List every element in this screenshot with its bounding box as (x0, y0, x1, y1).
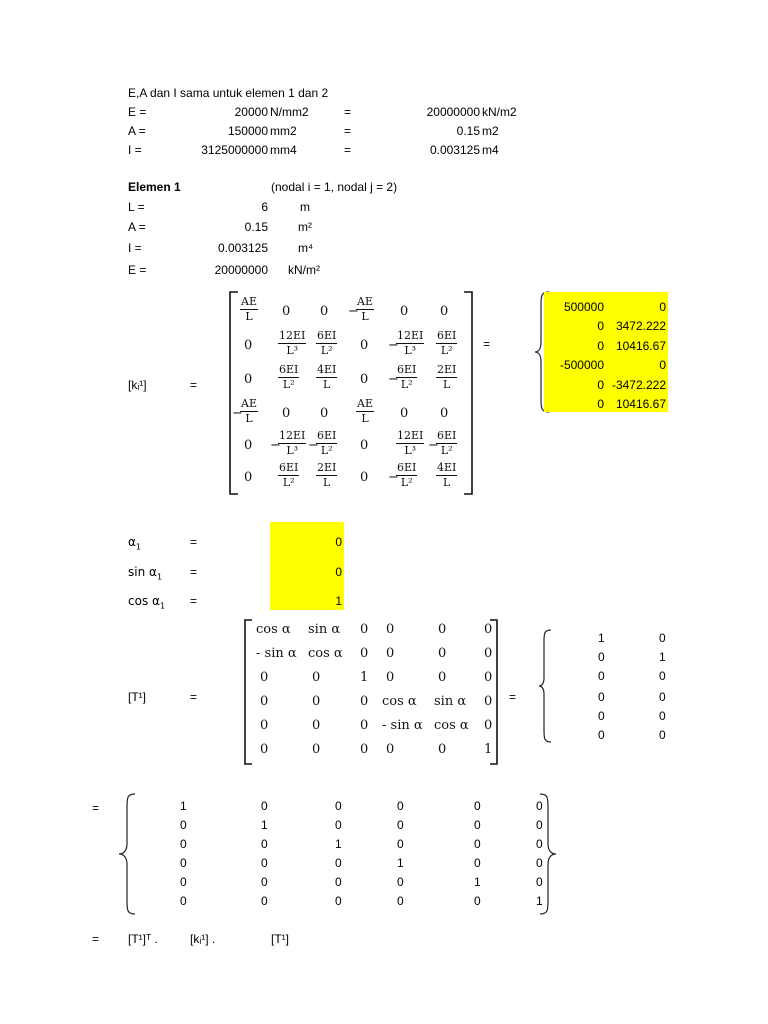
matrix-cell: 0 (484, 694, 493, 709)
identity-cell: 0 (474, 894, 481, 908)
matrix-cell: 0 (484, 718, 493, 733)
result-cell: 0 (598, 709, 605, 723)
matrix-cell: 1 (484, 742, 493, 757)
identity-cell: 1 (536, 894, 543, 908)
matrix-cell: 0 (260, 718, 269, 733)
matrix-cell-fraction: $\frac{2EI}{L}$ (317, 461, 337, 489)
identity-cell: 0 (397, 837, 404, 851)
stiffness-label: [kᵢ¹] (128, 378, 147, 392)
result-cell: 1 (659, 650, 666, 664)
matrix-cell: 0 (282, 406, 291, 421)
matrix-cell-sign: − (308, 438, 319, 453)
identity-cell: 0 (261, 856, 268, 870)
matrix-cell-fraction: $\frac{6EI}{\text{L²}}$ (317, 329, 337, 357)
identity-cell: 0 (261, 799, 268, 813)
result-cell: 0 (598, 690, 605, 704)
left-curly-brace-icon (117, 792, 139, 916)
matrix-cell: - sin α (382, 718, 423, 733)
identity-cell: 1 (474, 875, 481, 889)
identity-cell: 0 (335, 894, 342, 908)
matrix-cell-fraction: $\frac{4EI}{L}$ (317, 363, 337, 391)
stiffness-matrix-image (226, 290, 476, 496)
angle-value: 0 (335, 565, 342, 579)
intro-equals: = (344, 143, 352, 157)
matrix-cell: 0 (244, 338, 253, 353)
matrix-cell: 0 (440, 304, 449, 319)
matrix-cell: 0 (320, 304, 329, 319)
angle-equals: = (190, 535, 198, 549)
identity-cell: 0 (180, 856, 187, 870)
identity-cell: 0 (536, 818, 543, 832)
prop-unit: m (300, 200, 310, 214)
matrix-cell: 0 (312, 694, 321, 709)
transform-equals: = (190, 690, 198, 704)
prop-value: 20000000 (214, 263, 268, 277)
angle-symbol: $\alpha_1$ (128, 535, 142, 552)
matrix-cell: 0 (438, 742, 447, 757)
prop-value: 0.15 (244, 220, 268, 234)
matrix-cell: 0 (312, 742, 321, 757)
matrix-cell: 0 (386, 622, 395, 637)
prop-unit: kN/m² (288, 263, 320, 277)
identity-cell: 0 (261, 837, 268, 851)
matrix-cell-sign: − (388, 372, 399, 387)
intro-symbol: E = (128, 105, 147, 119)
result-cell: 0 (597, 338, 604, 353)
intro-equals: = (344, 105, 352, 119)
matrix-cell: 0 (438, 622, 447, 637)
intro-value-si: 0.15 (456, 124, 480, 138)
identity-cell: 0 (474, 799, 481, 813)
intro-value: 150000 (227, 124, 268, 138)
matrix-cell: 1 (360, 670, 369, 685)
product-stiffness: [kᵢ¹] . (190, 932, 216, 946)
identity-cell: 0 (335, 856, 342, 870)
identity-cell: 0 (397, 818, 404, 832)
matrix-cell-fraction: $\frac{12EI}{\text{L³}}$ (279, 429, 306, 457)
result-cell: 1 (598, 631, 605, 645)
matrix-cell-fraction: $\frac{AE}{L}$ (357, 397, 373, 425)
matrix-cell-fraction: $\frac{AE}{L}$ (241, 397, 257, 425)
matrix-cell: 0 (260, 742, 269, 757)
identity-cell: 1 (261, 818, 268, 832)
matrix-cell: cos α (434, 718, 469, 733)
identity-cell: 0 (474, 856, 481, 870)
angle-symbol: $\cos \alpha_1$ (128, 594, 166, 611)
transform-equals-result: = (509, 690, 517, 704)
matrix-cell: 0 (400, 406, 409, 421)
intro-unit: mm4 (270, 143, 297, 157)
intro-title: E,A dan I sama untuk elemen 1 dan 2 (128, 86, 329, 100)
result-cell: 3472.222 (615, 319, 666, 334)
angle-symbol: $\sin \alpha_1$ (128, 565, 163, 582)
stiffness-equals-result: = (483, 337, 491, 351)
matrix-cell-fraction: $\frac{12EI}{\text{L³}}$ (397, 429, 424, 457)
matrix-cell-fraction: $\frac{6EI}{\text{L²}}$ (317, 429, 337, 457)
intro-unit: N/mm2 (270, 105, 309, 119)
matrix-cell: 0 (260, 694, 269, 709)
identity-cell: 0 (397, 799, 404, 813)
matrix-cell: 0 (484, 622, 493, 637)
matrix-brackets (240, 616, 502, 768)
matrix-cell: 0 (360, 470, 369, 485)
identity-cell: 0 (474, 818, 481, 832)
identity-cell: 1 (335, 837, 342, 851)
matrix-cell: - sin α (256, 646, 297, 661)
prop-unit: m⁴ (298, 241, 314, 255)
matrix-cell: 0 (360, 694, 369, 709)
intro-unit-si: m4 (482, 143, 499, 157)
matrix-cell-fraction: $\frac{12EI}{\text{L³}}$ (279, 329, 306, 357)
identity-cell: 1 (397, 856, 404, 870)
identity-cell: 0 (261, 875, 268, 889)
result-cell: -3472.222 (611, 377, 666, 392)
matrix-cell: 0 (244, 470, 253, 485)
prop-symbol: L = (128, 200, 145, 214)
matrix-cell: 0 (438, 670, 447, 685)
result-cell: 0 (597, 319, 604, 334)
matrix-cell-fraction: $\frac{6EI}{\text{L²}}$ (279, 363, 299, 391)
elemen-title: Elemen 1 (128, 180, 181, 194)
matrix-cell-sign: − (348, 304, 359, 319)
intro-value-si: 20000000 (426, 105, 480, 119)
transform-matrix-image (240, 616, 502, 768)
identity-cell: 0 (180, 837, 187, 851)
prop-symbol: A = (128, 220, 146, 234)
matrix-cell-fraction: $\frac{AE}{L}$ (357, 295, 373, 323)
product-transform: [T¹] (271, 932, 289, 946)
identity-cell: 0 (180, 894, 187, 908)
angle-equals: = (190, 594, 198, 608)
identity-cell: 0 (261, 894, 268, 908)
matrix-cell: sin α (434, 694, 467, 709)
stiffness-equals: = (190, 378, 198, 392)
matrix-cell: 0 (244, 372, 253, 387)
identity-cell: 0 (335, 875, 342, 889)
matrix-cell: 0 (360, 338, 369, 353)
identity-cell: 0 (474, 837, 481, 851)
matrix-cell-fraction: $\frac{6EI}{\text{L²}}$ (397, 461, 417, 489)
matrix-cell: 0 (360, 742, 369, 757)
matrix-cell-fraction: $\frac{4EI}{L}$ (437, 461, 457, 489)
result-cell: 0 (659, 300, 666, 314)
identity-cell: 0 (536, 875, 543, 889)
matrix-cell-fraction: $\frac{6EI}{\text{L²}}$ (397, 363, 417, 391)
result-cell: 0 (659, 709, 666, 723)
angle-equals: = (190, 565, 198, 579)
identity-cell: 0 (536, 799, 543, 813)
matrix-cell-sign: − (388, 338, 399, 353)
prop-unit: m² (298, 220, 312, 234)
identity-cell: 0 (335, 799, 342, 813)
matrix-cell-sign: − (428, 438, 439, 453)
intro-value: 3125000000 (201, 143, 268, 157)
matrix-cell-fraction: $\frac{6EI}{\text{L²}}$ (437, 429, 457, 457)
intro-unit: mm2 (270, 124, 297, 138)
left-curly-brace-icon (537, 628, 553, 744)
result-cell: 0 (659, 728, 666, 742)
elemen-nodal: (nodal i = 1, nodal j = 2) (271, 180, 398, 194)
intro-unit-si: m2 (482, 124, 499, 138)
matrix-cell: cos α (256, 622, 291, 637)
identity-cell: 0 (180, 875, 187, 889)
identity-cell: 0 (397, 875, 404, 889)
matrix-cell: 0 (244, 438, 253, 453)
result-cell: 10416.67 (615, 338, 666, 353)
identity-cell: 0 (335, 818, 342, 832)
matrix-cell: 0 (312, 718, 321, 733)
matrix-cell: 0 (438, 646, 447, 661)
matrix-cell: 0 (386, 646, 395, 661)
result-cell: 0 (659, 669, 666, 683)
result-cell: 10416.67 (615, 397, 666, 411)
identity-cell: 0 (536, 837, 543, 851)
matrix-cell: cos α (382, 694, 417, 709)
identity-equals: = (92, 801, 100, 815)
matrix-cell: 0 (386, 742, 395, 757)
matrix-cell-fraction: $\frac{6EI}{\text{L²}}$ (437, 329, 457, 357)
result-cell: 500000 (563, 300, 604, 314)
identity-cell: 0 (180, 818, 187, 832)
matrix-cell-sign: − (388, 470, 399, 485)
prop-symbol: I = (128, 241, 142, 255)
intro-unit-si: kN/m2 (482, 105, 517, 119)
matrix-cell: sin α (308, 622, 341, 637)
matrix-cell: 0 (260, 670, 269, 685)
prop-value: 0.003125 (217, 241, 268, 255)
matrix-cell-fraction: $\frac{12EI}{\text{L³}}$ (397, 329, 424, 357)
matrix-cell: 0 (312, 670, 321, 685)
matrix-cell-sign: − (232, 406, 243, 421)
matrix-cell: 0 (484, 646, 493, 661)
matrix-cell: 0 (360, 646, 369, 661)
matrix-cell: 0 (320, 406, 329, 421)
intro-symbol: I = (128, 143, 142, 157)
matrix-cell: 0 (400, 304, 409, 319)
matrix-cell: cos α (308, 646, 343, 661)
matrix-cell: 0 (360, 438, 369, 453)
matrix-cell-fraction: $\frac{6EI}{\text{L²}}$ (279, 461, 299, 489)
intro-value-si: 0.003125 (429, 143, 480, 157)
matrix-cell: 0 (440, 406, 449, 421)
result-cell: 0 (598, 650, 605, 664)
product-transpose: [T¹]ᵀ . (128, 932, 158, 946)
matrix-cell: 0 (386, 670, 395, 685)
angle-value: 0 (335, 535, 342, 549)
prop-value: 6 (261, 200, 268, 214)
result-cell: 0 (597, 377, 604, 392)
prop-symbol: E = (128, 263, 147, 277)
matrix-cell-fraction: $\frac{2EI}{L}$ (437, 363, 457, 391)
matrix-cell: 0 (360, 718, 369, 733)
result-cell: 0 (659, 358, 666, 373)
identity-cell: 0 (536, 856, 543, 870)
matrix-cell-fraction: $\frac{AE}{L}$ (241, 295, 257, 323)
result-cell: 0 (659, 631, 666, 645)
matrix-cell: 0 (360, 622, 369, 637)
matrix-cell: 0 (360, 372, 369, 387)
product-equals: = (92, 932, 100, 946)
result-cell: -500000 (559, 358, 604, 373)
intro-equals: = (344, 124, 352, 138)
result-cell: 0 (659, 690, 666, 704)
intro-value: 20000 (234, 105, 268, 119)
identity-cell: 0 (397, 894, 404, 908)
matrix-cell-sign: − (270, 438, 281, 453)
result-cell: 0 (598, 728, 605, 742)
result-cell: 0 (598, 669, 605, 683)
matrix-cell: 0 (282, 304, 291, 319)
intro-symbol: A = (128, 124, 146, 138)
transform-label: [T¹] (128, 690, 146, 704)
identity-cell: 1 (180, 799, 187, 813)
result-cell: 0 (597, 397, 604, 411)
angle-value: 1 (335, 594, 342, 608)
matrix-cell: 0 (484, 670, 493, 685)
